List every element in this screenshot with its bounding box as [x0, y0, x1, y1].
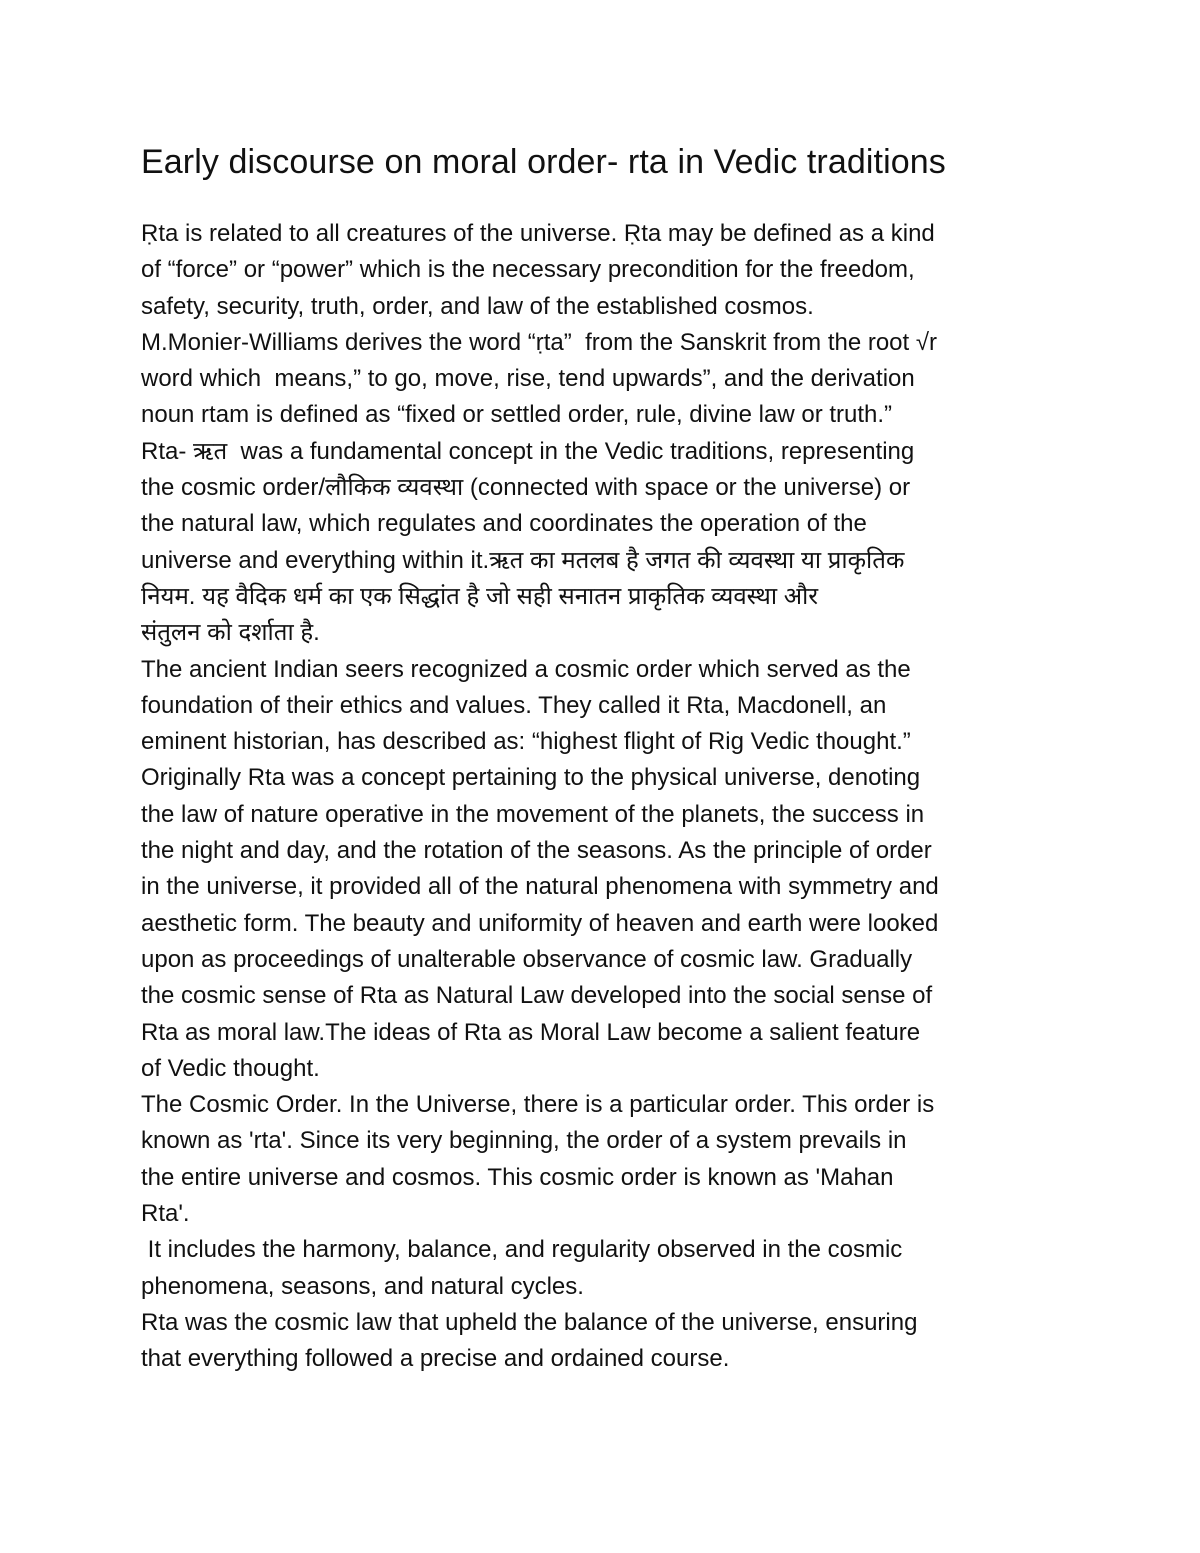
body-line: the entire universe and cosmos. This cosmic order is known as 'Mahan — [141, 1163, 894, 1191]
document-title: Early discourse on moral order- rta in Vedic traditions — [141, 143, 946, 181]
body-line: word which means,” to go, move, rise, tend upwards”, and the derivation — [141, 365, 915, 393]
document-body — [141, 216, 1101, 1378]
body-line: safety, security, truth, order, and law of the established cosmos. — [141, 292, 814, 320]
body-line: of “force” or “power” which is the necessary precondition for the freedom, — [141, 256, 915, 284]
body-line: in the universe, it provided all of the natural phenomena with symmetry and — [141, 873, 939, 901]
body-line: संतुलन को दर्शाता है. — [141, 619, 320, 647]
body-line: eminent historian, has described as: “highest flight of Rig Vedic thought.” — [141, 728, 911, 756]
body-line: नियम. यह वैदिक धर्म का एक सिद्धांत है जो सही सनातन प्राकृतिक व्यवस्था और — [141, 582, 819, 610]
body-line: known as 'rta'. Since its very beginning, the order of a system prevails in — [141, 1127, 907, 1155]
body-line: The Cosmic Order. In the Universe, there is a particular order. This order is — [141, 1091, 935, 1119]
body-line: noun rtam is defined as “fixed or settled order, rule, divine law or truth.” — [141, 401, 893, 429]
body-line: The ancient Indian seers recognized a cosmic order which served as the — [141, 655, 911, 683]
body-line: phenomena, seasons, and natural cycles. — [141, 1272, 584, 1300]
body-line: foundation of their ethics and values. They called it Rta, Macdonell, an — [141, 691, 887, 719]
body-line: the natural law, which regulates and coordinates the operation of the — [141, 510, 867, 538]
body-line: Rta was the cosmic law that upheld the balance of the universe, ensuring — [141, 1308, 918, 1336]
body-line: M.Monier-Williams derives the word “ṛta” from the Sanskrit from the root √r — [141, 328, 938, 356]
body-line: the night and day, and the rotation of the seasons. As the principle of order — [141, 837, 932, 865]
body-line: that everything followed a precise and ordained course. — [141, 1345, 730, 1373]
body-line: Ṛta is related to all creatures of the universe. Ṛta may be defined as a kind — [141, 220, 935, 247]
body-line: the cosmic sense of Rta as Natural Law developed into the social sense of — [141, 982, 933, 1010]
body-line: aesthetic form. The beauty and uniformity of heaven and earth were looked — [141, 909, 939, 937]
body-line: Rta- ऋत was a fundamental concept in the Vedic traditions, representing — [141, 437, 915, 465]
body-line: universe and everything within it.ऋत का मतलब है जगत की व्यवस्था या प्राकृतिक — [141, 546, 905, 574]
body-line: It includes the harmony, balance, and regularity observed in the cosmic — [141, 1236, 903, 1264]
body-line: Rta as moral law.The ideas of Rta as Moral Law become a salient feature — [141, 1018, 921, 1046]
body-line: Originally Rta was a concept pertaining to the physical universe, denoting — [141, 764, 921, 792]
body-line: of Vedic thought. — [141, 1054, 320, 1082]
body-line: Rta'. — [141, 1200, 190, 1228]
body-line: upon as proceedings of unalterable observance of cosmic law. Gradually — [141, 945, 913, 973]
body-line: the law of nature operative in the movement of the planets, the success in — [141, 800, 925, 828]
body-line: the cosmic order/लौकिक व्यवस्था (connected with space or the universe) or — [141, 474, 911, 502]
